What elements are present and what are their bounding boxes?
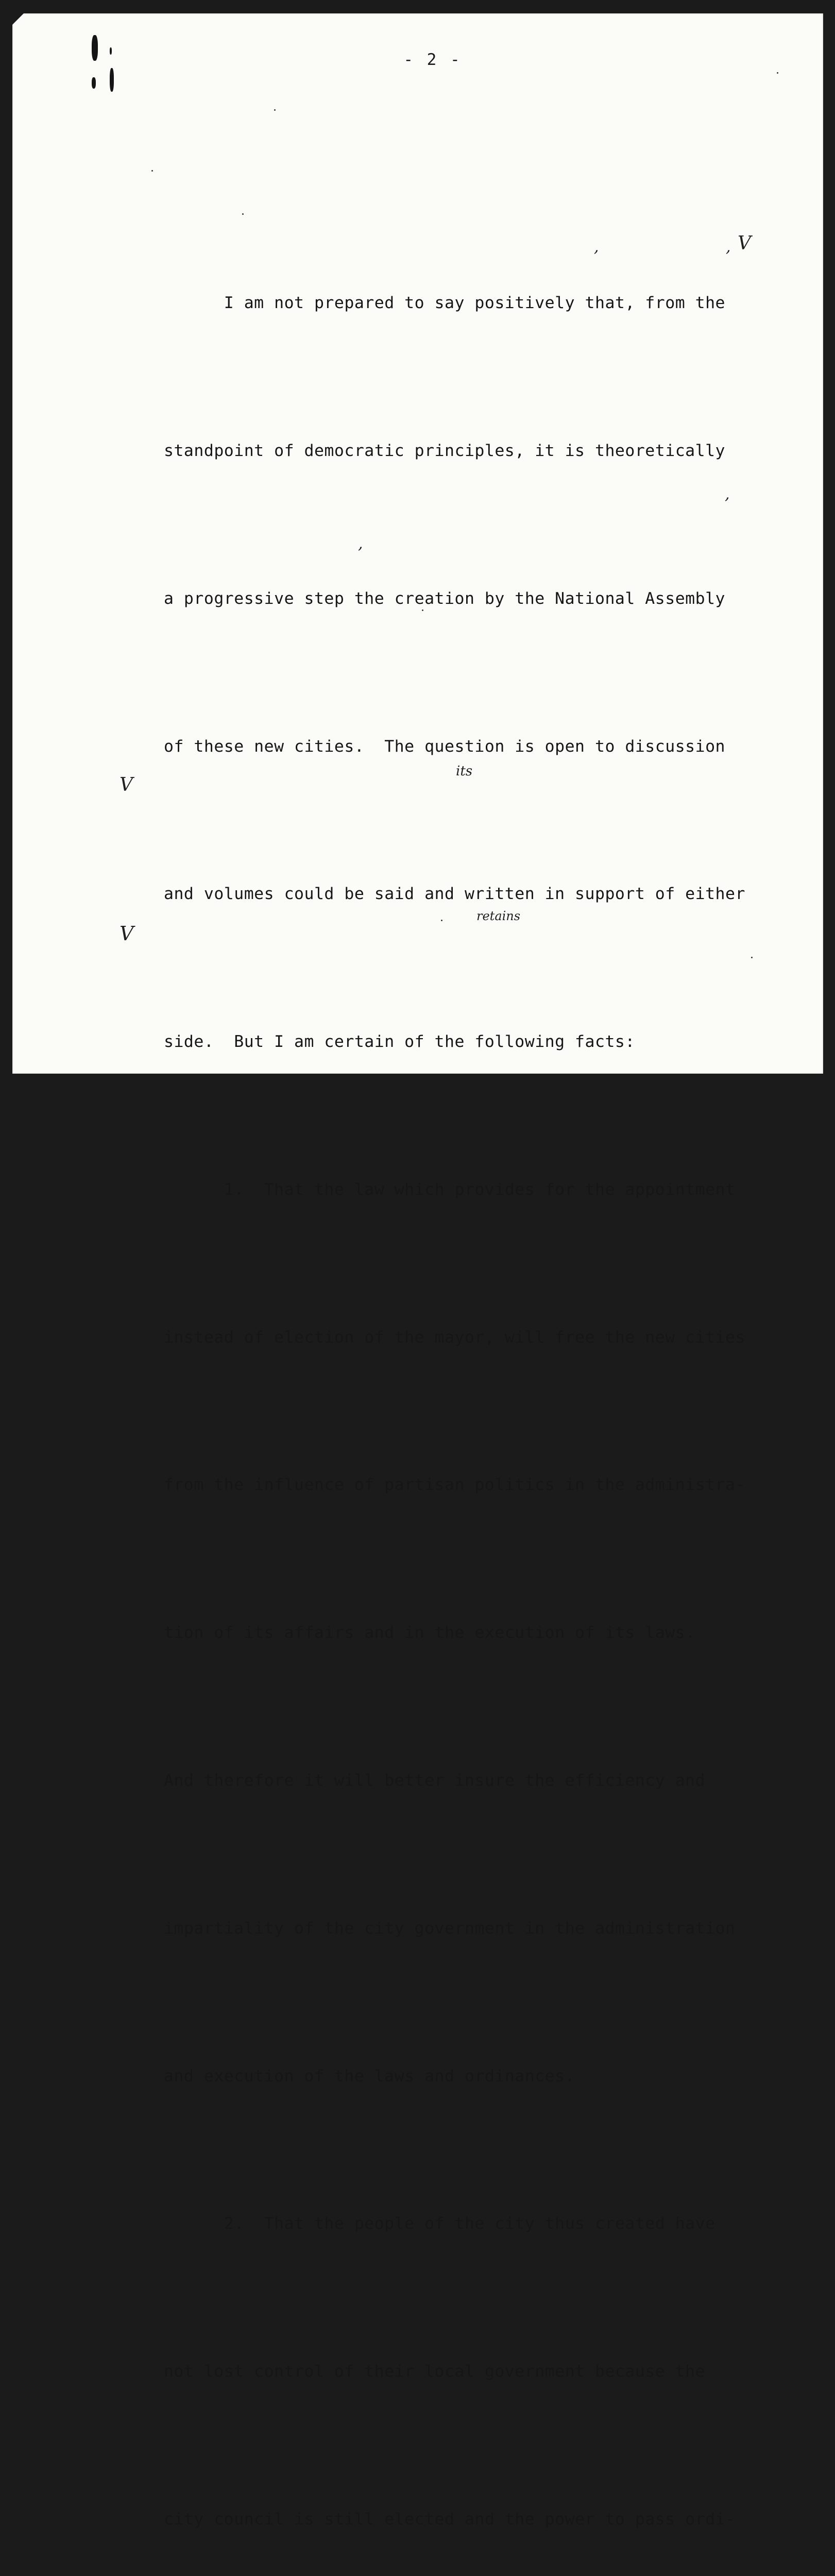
handwritten-comma: , bbox=[725, 485, 730, 503]
text-line: 1. That the law which provides for the appointment bbox=[164, 1180, 736, 1199]
handwritten-comma: , bbox=[594, 238, 599, 256]
binder-hole-dot bbox=[110, 47, 112, 55]
handwritten-check-mark: V bbox=[120, 774, 133, 795]
speck bbox=[777, 72, 778, 74]
speck bbox=[151, 170, 153, 172]
typed-body-text bbox=[164, 180, 761, 2576]
text-line: a progressive step the creation by the National Assembly bbox=[164, 589, 726, 608]
handwritten-check-mark: V bbox=[738, 233, 751, 254]
text-line: I am not prepared to say positively that, from the bbox=[164, 294, 726, 313]
text-line: impartiality of the city government in the administration bbox=[164, 1919, 736, 1938]
handwritten-comma: , bbox=[358, 535, 363, 553]
text-line: And therefore it will better insure the efficiency and bbox=[164, 1771, 706, 1790]
page-corner-fold bbox=[12, 13, 24, 25]
binder-hole-small bbox=[92, 77, 96, 89]
page-number: - 2 - bbox=[403, 50, 462, 69]
speck bbox=[274, 109, 276, 111]
text-line: side. But I am certain of the following facts: bbox=[164, 1032, 635, 1052]
handwritten-check-mark: V bbox=[120, 922, 134, 945]
text-line: 2. That the people of the city thus created have bbox=[164, 2214, 715, 2233]
text-line: tion of its affairs and in the execution of its laws. bbox=[164, 1623, 695, 1642]
handwritten-insert-its: its bbox=[456, 764, 473, 779]
text-line: not lost control of their local government because the bbox=[164, 2362, 706, 2381]
text-line: city council is still elected and the power to pass ordi- bbox=[164, 2510, 736, 2529]
text-line: from the influence of partisan politics in the administra- bbox=[164, 1476, 745, 1495]
text-line: instead of election of the mayor, will free the new cities bbox=[164, 1328, 745, 1347]
binder-hole-top bbox=[92, 35, 98, 61]
text-line: standpoint of democratic principles, it is theoretically bbox=[164, 441, 726, 460]
text-line: of these new cities. The question is open to discussion bbox=[164, 737, 726, 756]
binder-hole-middle bbox=[110, 68, 114, 92]
text-line: and volumes could be said and written in support of either bbox=[164, 885, 745, 904]
handwritten-comma: , bbox=[726, 238, 731, 256]
handwritten-insert-retains: retains bbox=[476, 909, 521, 923]
text-line: and execution of the laws and ordinances. bbox=[164, 2066, 575, 2086]
